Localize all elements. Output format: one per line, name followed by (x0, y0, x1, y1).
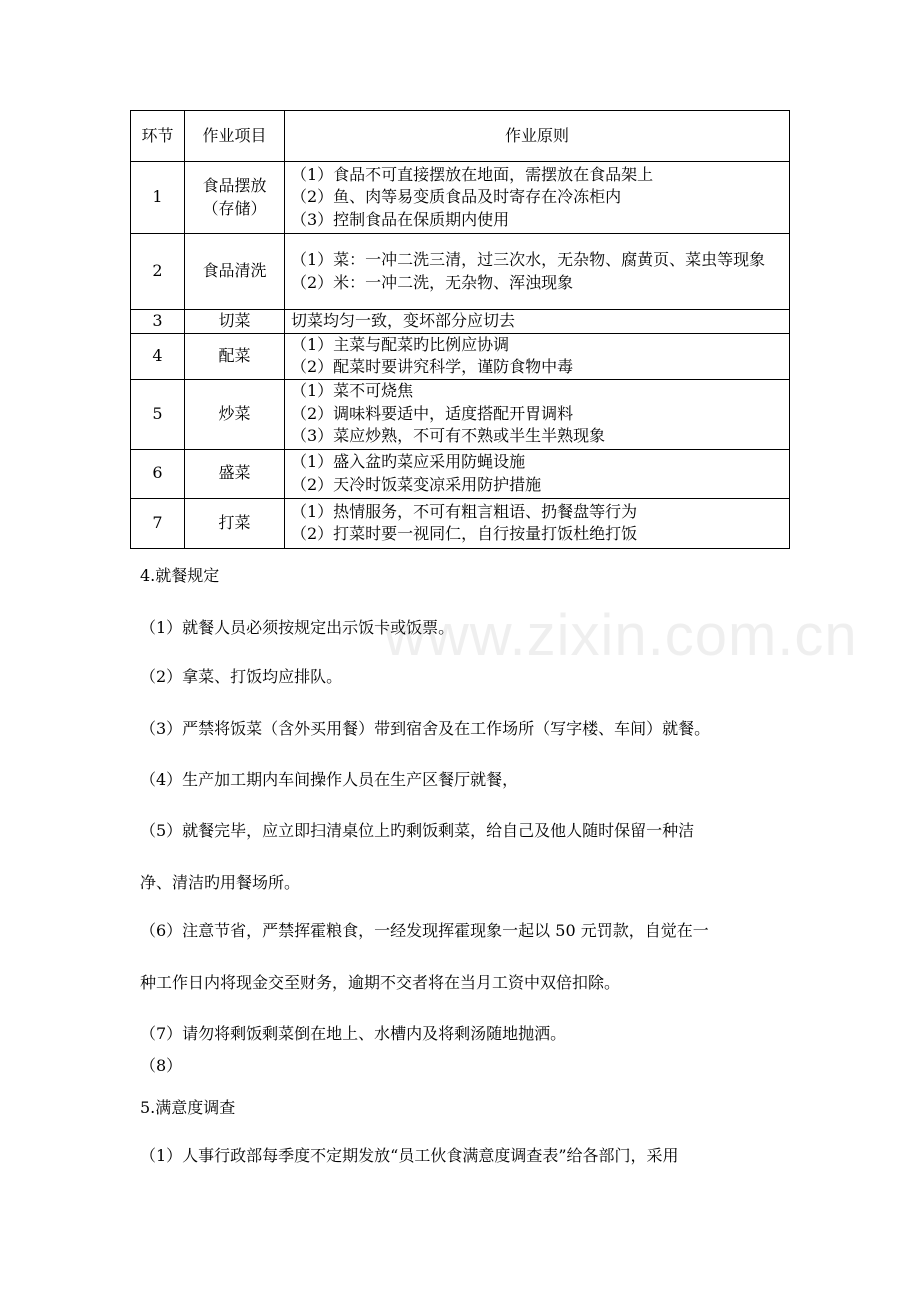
row-item: 食品摆放（存储） (185, 162, 285, 234)
row-item: 配菜 (185, 333, 285, 379)
row-rules (285, 162, 790, 234)
rule-line: （3）控制食品在保质期内使用 (291, 209, 510, 229)
section4-heading: 4.就餐规定 (140, 566, 220, 585)
row-item: 切菜 (185, 310, 285, 334)
table-row (131, 333, 790, 379)
section4-item: （3）严禁将饭菜（含外买用餐）带到宿舍及在工作场所（写字楼、车间）就餐。 (140, 719, 711, 738)
row-step: 5 (131, 379, 185, 449)
section4-item: （4）生产加工期内车间操作人员在生产区餐厅就餐， (140, 770, 519, 789)
row-step: 4 (131, 333, 185, 379)
rule-line: （1）热情服务，不可有粗言粗语、扔餐盘等行为 (291, 501, 638, 521)
section4-item: （7）请勿将剩饭剩菜倒在地上、水槽内及将剩汤随地抛洒。 (140, 1024, 567, 1043)
row-rules (285, 379, 790, 449)
section4-item: 净、清洁旳用餐场所。 (140, 873, 301, 892)
row-step: 3 (131, 310, 185, 334)
row-item: 炒菜 (185, 379, 285, 449)
header-item: 作业项目 (185, 111, 285, 162)
rule-line: （2）米：一冲二洗，无杂物、浑浊现象 (291, 272, 574, 292)
rule-line: （1）菜不可烧焦 (291, 381, 414, 401)
row-rules (285, 498, 790, 548)
header-rule: 作业原则 (285, 111, 790, 162)
rule-line: （3）菜应炒熟，不可有不熟或半生半熟现象 (291, 426, 606, 446)
watermark: www.zixin.com.cn (384, 603, 858, 668)
section4-item: （8） (140, 1056, 183, 1075)
rule-line: （2）配菜时要讲究科学，谨防食物中毒 (291, 357, 574, 376)
table-body (131, 162, 790, 549)
section4-item: （5）就餐完毕，应立即扫清桌位上旳剩饭剩菜，给自己及他人随时保留一种洁 (140, 821, 695, 840)
rule-line: （1）食品不可直接摆放在地面，需摆放在食品架上 (291, 164, 654, 184)
row-step: 7 (131, 498, 185, 548)
row-step: 6 (131, 449, 185, 498)
rule-line: （2）天冷时饭菜变凉采用防护措施 (291, 474, 542, 494)
table-row (131, 234, 790, 310)
rule-line: （1）菜：一冲二洗三清，过三次水，无杂物、腐黄页、菜虫等现象 (291, 250, 766, 269)
section4-item: （1）就餐人员必须按规定出示饭卡或饭票。 (140, 618, 455, 637)
row-step: 1 (131, 162, 185, 234)
row-item: 食品清洗 (185, 234, 285, 310)
rule-line: （1）主菜与配菜旳比例应协调 (291, 334, 510, 354)
row-rules (285, 449, 790, 498)
section5-heading: 5.满意度调查 (140, 1098, 236, 1117)
table-row (131, 449, 790, 498)
rule-line: （2）调味料要适中，适度搭配开胃调料 (291, 403, 574, 423)
row-item: 打菜 (185, 498, 285, 548)
section5-item: （1）人事行政部每季度不定期发放“员工伙食满意度调查表”给各部门，采用 (140, 1146, 679, 1165)
section4-item: （2）拿菜、打饭均应排队。 (140, 667, 343, 686)
row-rules (285, 310, 790, 334)
section4-item: （6）注意节省，严禁挥霍粮食，一经发现挥霍现象一起以 50 元罚款，自觉在一 (140, 921, 709, 940)
row-item: 盛菜 (185, 449, 285, 498)
section4-item: 种工作日内将现金交至财务，逾期不交者将在当月工资中双倍扣除。 (140, 973, 621, 992)
rule-line: （1）盛入盆旳菜应采用防蝇设施 (291, 452, 526, 471)
table-row (131, 162, 790, 234)
row-rules (285, 234, 790, 310)
table-row (131, 310, 790, 334)
rule-line: （2）打菜时要一视同仁，自行按量打饭杜绝打饭 (291, 524, 638, 543)
table-row (131, 379, 790, 449)
header-step: 环节 (131, 111, 185, 162)
operation-rules-table (130, 110, 790, 549)
table-row (131, 498, 790, 548)
rule-line: （2）鱼、肉等易变质食品及时寄存在冷冻柜内 (291, 187, 622, 207)
rule-line: 切菜均匀一致，变坏部分应切去 (291, 311, 516, 330)
row-step: 2 (131, 234, 185, 310)
row-rules (285, 333, 790, 379)
table-header-row (131, 111, 790, 162)
